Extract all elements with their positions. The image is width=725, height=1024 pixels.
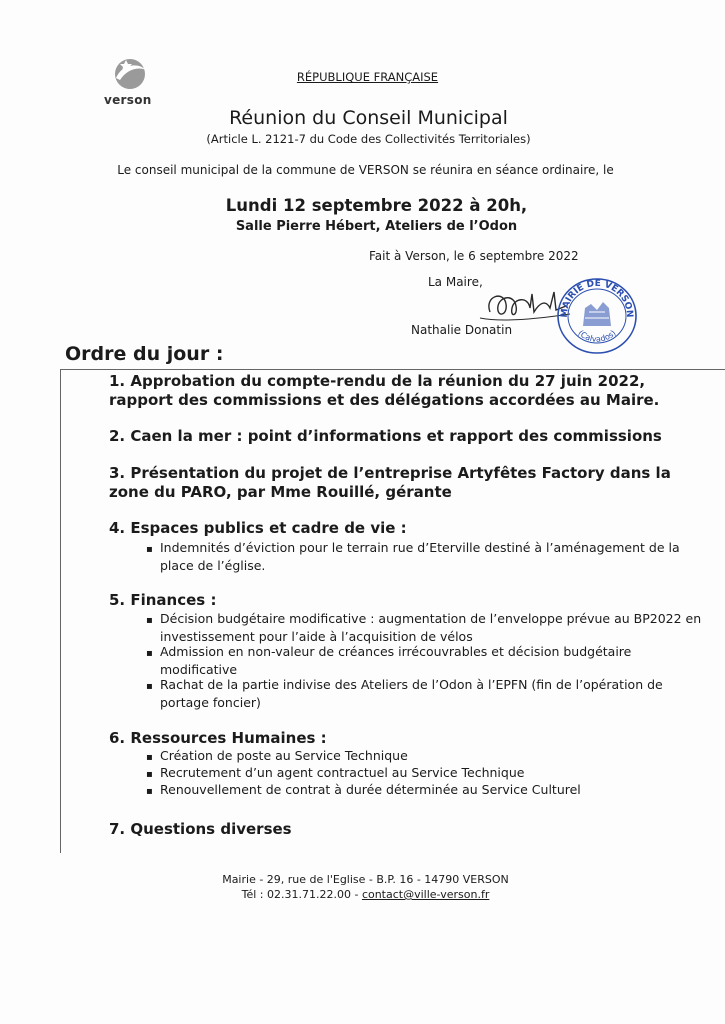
meeting-place: Salle Pierre Hébert, Ateliers de l’Odon xyxy=(235,219,518,234)
agenda-heading: Ordre du jour : xyxy=(65,343,224,365)
footer-tel: Tél : 02.31.71.22.00 - xyxy=(241,888,362,901)
agenda-item-7: 7. Questions diverses xyxy=(109,820,292,838)
agenda-subitem: ▪ Création de poste au Service Technique xyxy=(146,748,705,766)
stamp-bottom-text: (Calvados) xyxy=(576,328,618,344)
agenda-subitem: ▪ Recrutement d’un agent contractuel au Service Technique xyxy=(146,765,705,783)
logo-text: verson xyxy=(104,93,152,107)
agenda-subitem: ▪ Rachat de la partie indivise des Ateliers de l’Odon à l’EPFN (fin de l’opération de portage foncier) xyxy=(146,677,705,711)
intro-text: Le conseil municipal de la commune de VERSON se réunira en séance ordinaire, le xyxy=(117,163,614,177)
agenda-subitem: ▪ Admission en non-valeur de créances irrécouvrables et décision budgétaire modificative xyxy=(146,644,705,678)
agenda-item-3: 3. Présentation du projet de l’entreprise Artyfêtes Factory dans la zone du PARO, par Mme Rouillé, gérante xyxy=(109,464,671,501)
agenda-subitem: ▪ Décision budgétaire modificative : augmentation de l’enveloppe prévue au BP2022 en investissement pour l’aide à l’acquisition de vélos xyxy=(146,611,705,645)
agenda-item-2: 2. Caen la mer : point d’informations et rapport des commissions xyxy=(109,427,662,445)
agenda-side-rule xyxy=(60,369,61,853)
signoff-role: La Maire, xyxy=(428,275,483,289)
footer-email-link[interactable]: contact@ville-verson.fr xyxy=(361,888,490,901)
svg-text:(Calvados) xyxy=(576,328,617,343)
signoff-name: Nathalie Donatin xyxy=(411,323,513,337)
signoff-date: Fait à Verson, le 6 septembre 2022 xyxy=(369,249,579,263)
agenda-subitem: ▪ Renouvellement de contrat à durée déterminée au Service Culturel xyxy=(146,782,705,800)
stamp-top-text: MAIRIE DE VERSON xyxy=(559,278,635,318)
footer-contact xyxy=(0,888,725,901)
meeting-date: Lundi 12 septembre 2022 à 20h, xyxy=(225,196,528,215)
republique-francaise-header: RÉPUBLIQUE FRANÇAISE xyxy=(296,70,439,84)
agenda-item-5: 5. Finances : xyxy=(109,591,217,609)
document-subtitle: (Article L. 2121-7 du Code des Collectivités Territoriales) xyxy=(206,132,531,146)
agenda-item-4: 4. Espaces publics et cadre de vie : xyxy=(109,519,407,537)
agenda-item-6: 6. Ressources Humaines : xyxy=(109,729,327,747)
footer-address: Mairie - 29, rue de l'Eglise - B.P. 16 - 14790 VERSON xyxy=(222,873,509,886)
agenda-item-1: 1. Approbation du compte-rendu de la réunion du 27 juin 2022, rapport des commissions et des délégations accordées au Maire. xyxy=(109,372,660,409)
agenda-divider xyxy=(60,369,725,370)
agenda-subitem: ▪ Indemnités d’éviction pour le terrain rue d’Eterville destiné à l’aménagement de la place de l’église. xyxy=(146,540,705,574)
document-title: Réunion du Conseil Municipal xyxy=(229,107,508,129)
official-stamp-icon xyxy=(555,276,639,356)
